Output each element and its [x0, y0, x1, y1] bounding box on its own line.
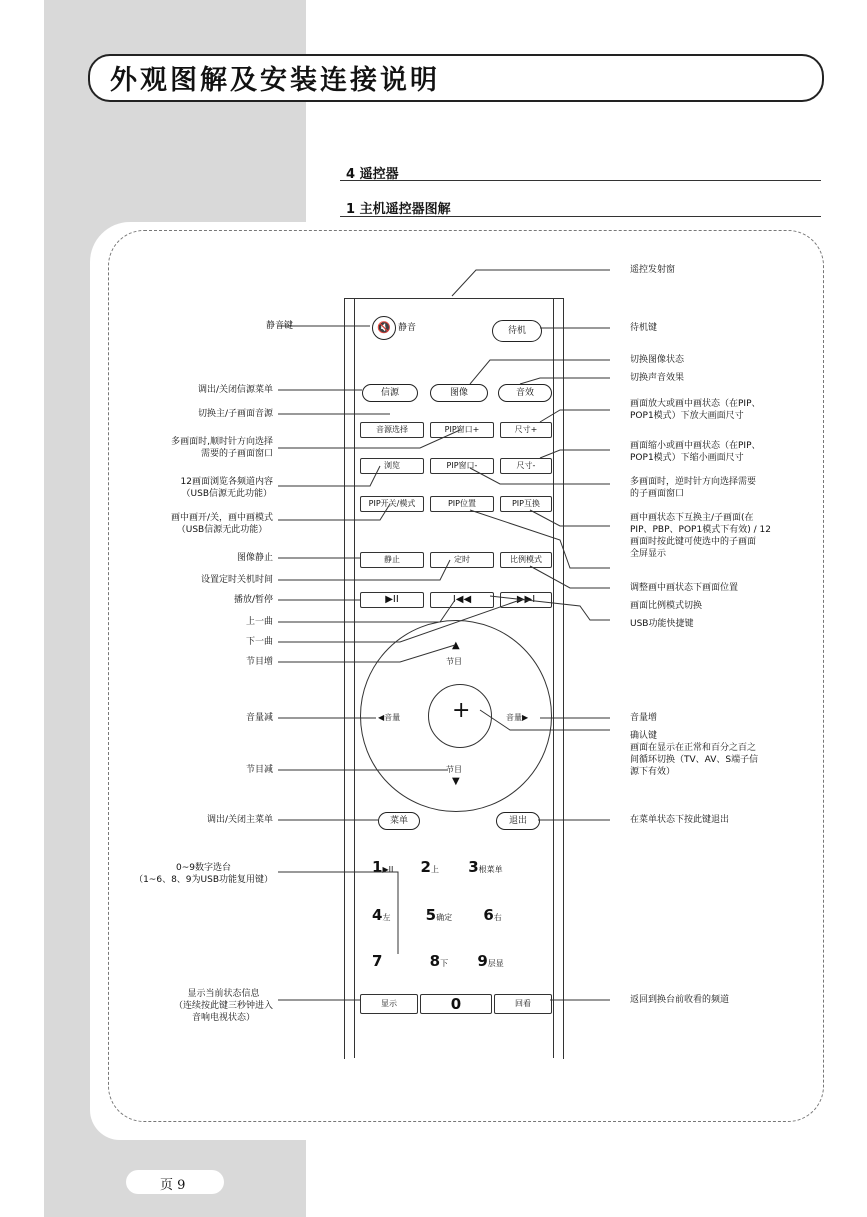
pip-position-button[interactable]: PIP位置	[430, 496, 494, 512]
callout-audio-switch: 切换主/子画面音源	[197, 409, 273, 419]
callout-ok: 确认键 画面在显示在正常和百分之百之 间循环切换（TV、AV、S端子信 源下有效）	[630, 731, 759, 777]
callout-ch-up: 节目增	[245, 657, 273, 667]
channel-up-label: 节目	[446, 657, 462, 666]
timer-button[interactable]: 定时	[430, 552, 494, 568]
sound-button[interactable]: 音效	[498, 384, 552, 402]
section-heading-diagram: 1 主机遥控器图解	[346, 202, 451, 217]
num-8-button[interactable]: 8下	[429, 952, 449, 970]
freeze-button[interactable]: 静止	[360, 552, 424, 568]
callout-exit: 在菜单状态下按此键退出	[630, 815, 730, 825]
pip-mode-button[interactable]: PIP开关/模式	[360, 496, 424, 512]
callout-digits: 0~9数字选台 （1~6、8、9为USB功能复用键）	[134, 863, 273, 885]
callout-main-menu: 调出/关闭主菜单	[206, 815, 273, 825]
browse-button[interactable]: 浏览	[360, 458, 424, 474]
callout-ch-down: 节目减	[245, 765, 273, 775]
callout-browse12: 12画面浏览各频道内容 （USB信源无此功能）	[180, 477, 273, 499]
callout-next: 下一曲	[245, 637, 273, 647]
pip-swap-button[interactable]: PIP互换	[500, 496, 552, 512]
callout-freeze: 图像静止	[236, 553, 273, 563]
num-0-button[interactable]: 0	[420, 994, 492, 1014]
num-4-button[interactable]: 4左	[372, 906, 391, 924]
callout-vol-down: 音量减	[245, 713, 273, 723]
callout-multi-ccw: 多画面时，逆时针方向选择需要 的子画面窗口	[630, 477, 757, 499]
callout-mute: 静音键	[265, 321, 293, 331]
callout-size-minus: 画面缩小或画中画状态（在PIP、 POP1模式）下缩小画面尺寸	[630, 441, 761, 463]
mute-icon: 🔇	[372, 316, 396, 340]
callout-pip-onoff: 画中画开/关，画中画模式 （USB信源无此功能）	[170, 513, 273, 535]
pip-window-minus-button[interactable]: PIP窗口-	[430, 458, 494, 474]
callout-multi-cw: 多画面时,顺时针方向选择 需要的子画面窗口	[171, 437, 273, 459]
num-2-button[interactable]: 2上	[420, 858, 439, 876]
display-button[interactable]: 显示	[360, 994, 418, 1014]
page-title: 外观图解及安装连接说明	[110, 65, 440, 96]
callout-vol-up: 音量增	[630, 713, 658, 723]
size-minus-button[interactable]: 尺寸-	[500, 458, 552, 474]
volume-up-label: 音量▶	[506, 713, 529, 722]
callout-timer: 设置定时关机时间	[200, 575, 273, 585]
prev-track-button[interactable]: I◀◀	[430, 592, 494, 608]
section-heading-remote: 4 遥控器	[346, 167, 399, 182]
ok-crosshair-icon: +	[452, 698, 471, 723]
num-5-button[interactable]: 5确定	[425, 906, 453, 924]
next-track-button[interactable]: ▶▶I	[500, 592, 552, 608]
num-9-button[interactable]: 9层显	[477, 952, 504, 970]
callout-ir-window: 遥控发射窗	[630, 265, 676, 275]
size-plus-button[interactable]: 尺寸+	[500, 422, 552, 438]
audio-select-button[interactable]: 音源选择	[360, 422, 424, 438]
num-3-button[interactable]: 3根菜单	[468, 858, 503, 876]
callout-recall: 返回到换台前收看的频道	[630, 995, 730, 1005]
pip-window-plus-button[interactable]: PIP窗口+	[430, 422, 494, 438]
channel-up-arrow-icon: ▲	[452, 640, 460, 651]
callout-prev: 上一曲	[245, 617, 273, 627]
recall-button[interactable]: 回看	[494, 994, 552, 1014]
menu-button[interactable]: 菜单	[378, 812, 420, 830]
channel-down-arrow-icon: ▼	[452, 776, 460, 787]
callout-picture: 切换图像状态	[630, 355, 685, 365]
num-1-button[interactable]: 1▶II	[372, 858, 394, 876]
page-number: 页 9	[160, 1178, 186, 1193]
aspect-button[interactable]: 比例模式	[500, 552, 552, 568]
num-6-button[interactable]: 6右	[483, 906, 502, 924]
mute-label: 静音	[398, 323, 417, 333]
callout-standby: 待机键	[630, 323, 658, 333]
callout-source-menu: 调出/关闭信源菜单	[197, 385, 273, 395]
callout-size-plus: 画面放大或画中画状态（在PIP、 POP1模式）下放大画面尺寸	[630, 399, 761, 421]
volume-down-label: ◀音量	[378, 713, 401, 722]
callout-play: 播放/暂停	[233, 595, 273, 605]
num-7-button[interactable]: 7	[372, 952, 383, 970]
callout-pip-pos: 调整画中画状态下画面位置	[630, 583, 739, 593]
picture-button[interactable]: 图像	[430, 384, 488, 402]
callout-usb: USB功能快捷键	[630, 619, 694, 629]
callout-sound: 切换声音效果	[630, 373, 685, 383]
exit-button[interactable]: 退出	[496, 812, 540, 830]
standby-button[interactable]: 待机	[492, 320, 542, 342]
callout-swap: 画中画状态下互换主/子画面(在 PIP、PBP、POP1模式下有效) / 12 画面时按此键可使选中的子画面 全屏显示	[630, 513, 771, 559]
play-pause-button[interactable]: ▶II	[360, 592, 424, 608]
callout-display: 显示当前状态信息 （连续按此键三秒钟进入 音响电视状态）	[173, 989, 273, 1023]
channel-down-label: 节目	[446, 765, 462, 774]
source-button[interactable]: 信源	[362, 384, 418, 402]
callout-aspect: 画面比例模式切换	[630, 601, 703, 611]
